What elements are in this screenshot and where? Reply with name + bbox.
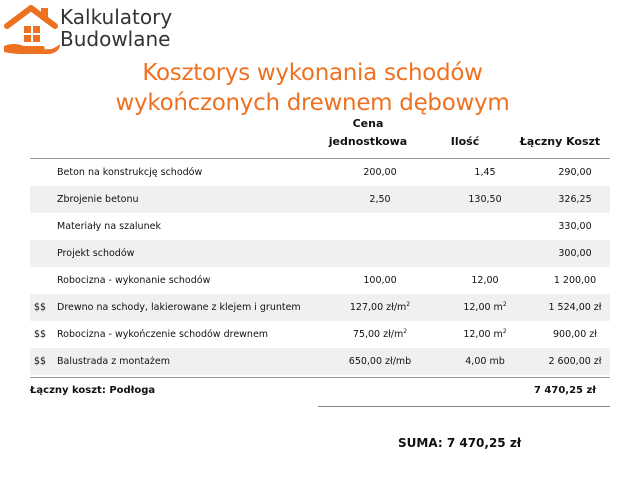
row-unit-price-text: 75,00 zł/m xyxy=(352,329,404,340)
row-name xyxy=(57,321,268,348)
row-quantity xyxy=(440,159,530,186)
summary-value: 7 470,25 zł xyxy=(533,385,597,396)
row-total xyxy=(520,159,625,186)
row-quantity xyxy=(440,321,530,348)
row-name-text: Robocizna - wykończenie schodów drewnem xyxy=(57,329,269,340)
brand-name xyxy=(60,6,172,50)
brand-line-1: Kalkulatory xyxy=(60,5,173,29)
row-mark-text: $$ xyxy=(34,329,47,340)
row-quantity xyxy=(440,294,530,321)
table-row xyxy=(30,267,610,294)
row-quantity xyxy=(440,213,530,240)
row-name xyxy=(57,159,202,186)
row-mark xyxy=(34,321,46,348)
row-total-text: 2 600,00 zł xyxy=(548,356,602,367)
title-line-1: Kosztorys wykonania schodów xyxy=(142,60,483,86)
row-unit-price xyxy=(320,186,440,213)
row-unit-price-text: 127,00 zł/m xyxy=(349,302,407,313)
row-unit-price-unit-exponent: 2 xyxy=(403,328,408,335)
header-price-line-1: Cena xyxy=(352,117,384,130)
header-quantity: Ilość xyxy=(450,135,480,148)
row-name xyxy=(57,294,301,321)
row-total xyxy=(520,240,625,267)
row-name-text: Balustrada z montażem xyxy=(57,356,170,367)
row-name-text: Robocizna - wykonanie schodów xyxy=(57,275,211,286)
header-price-line-2: jednostkowa xyxy=(328,135,408,148)
row-unit-price xyxy=(320,294,440,321)
house-hand-logo-icon xyxy=(2,2,62,56)
row-name-text: Beton na konstrukcję schodów xyxy=(57,167,203,178)
row-quantity-text: 4,00 mb xyxy=(465,356,505,367)
grand-total: SUMA: 7 470,25 zł xyxy=(398,436,522,450)
row-unit-price-unit-exponent: 2 xyxy=(406,301,411,308)
row-name xyxy=(57,213,161,240)
table-row xyxy=(30,348,610,375)
row-name-text: Projekt schodów xyxy=(57,248,135,259)
row-quantity xyxy=(440,348,530,375)
summary-label: Łączny koszt: Podłoga xyxy=(30,385,156,396)
row-quantity xyxy=(440,186,530,213)
row-name xyxy=(57,240,134,267)
row-total-text: 900,00 zł xyxy=(553,329,597,340)
row-name xyxy=(57,267,210,294)
row-total xyxy=(520,186,625,213)
header-total: Łączny Koszt xyxy=(519,135,601,148)
row-unit-price-text: 650,00 zł/mb xyxy=(348,356,412,367)
row-total xyxy=(520,213,625,240)
row-name-text: Materiały na szalunek xyxy=(57,221,161,232)
row-quantity-text: 1,45 xyxy=(474,167,496,178)
row-name xyxy=(57,348,170,375)
row-name-text: Drewno na schody, lakierowane z klejem i gruntem xyxy=(57,302,301,313)
table-row xyxy=(30,186,610,213)
title-line-2: wykończonych drewnem dębowym xyxy=(115,90,510,116)
row-total-text: 1 200,00 xyxy=(553,275,597,286)
row-unit-price xyxy=(320,321,440,348)
row-quantity-text: 12,00 m xyxy=(463,302,503,313)
row-unit-price-text: 100,00 xyxy=(363,275,397,286)
row-mark xyxy=(34,348,46,375)
row-unit-price-text: 200,00 xyxy=(363,167,397,178)
summary-rule xyxy=(318,406,610,407)
row-unit-price xyxy=(320,240,440,267)
row-total xyxy=(520,321,625,348)
table-bottom-rule xyxy=(30,377,610,378)
row-unit-price xyxy=(320,267,440,294)
row-quantity xyxy=(440,267,530,294)
table-row xyxy=(30,213,610,240)
row-quantity-text: 12,00 xyxy=(471,275,499,286)
table-row xyxy=(30,240,610,267)
row-quantity-text: 12,00 m xyxy=(463,329,503,340)
table-row xyxy=(30,321,610,348)
table-row xyxy=(30,294,610,321)
row-total-text: 330,00 xyxy=(558,221,592,232)
row-total-text: 326,25 xyxy=(558,194,592,205)
row-unit-price xyxy=(320,159,440,186)
row-quantity-unit-exponent: 2 xyxy=(502,328,507,335)
table-row xyxy=(30,159,610,186)
row-name-text: Zbrojenie betonu xyxy=(57,194,139,205)
row-quantity xyxy=(440,240,530,267)
header-price xyxy=(318,115,418,151)
row-name xyxy=(57,186,139,213)
row-total xyxy=(520,294,625,321)
row-total xyxy=(520,267,625,294)
row-mark-text: $$ xyxy=(34,302,47,313)
row-mark xyxy=(34,294,46,321)
row-quantity-unit-exponent: 2 xyxy=(502,301,507,308)
row-unit-price xyxy=(320,348,440,375)
row-unit-price-text: 2,50 xyxy=(369,194,391,205)
page-title xyxy=(0,58,625,118)
row-total-text: 300,00 xyxy=(558,248,592,259)
row-quantity-text: 130,50 xyxy=(468,194,502,205)
row-total-text: 1 524,00 zł xyxy=(548,302,602,313)
row-total xyxy=(520,348,625,375)
row-mark-text: $$ xyxy=(34,356,47,367)
row-total-text: 290,00 xyxy=(558,167,592,178)
brand-line-2: Budowlane xyxy=(60,27,171,51)
row-unit-price xyxy=(320,213,440,240)
